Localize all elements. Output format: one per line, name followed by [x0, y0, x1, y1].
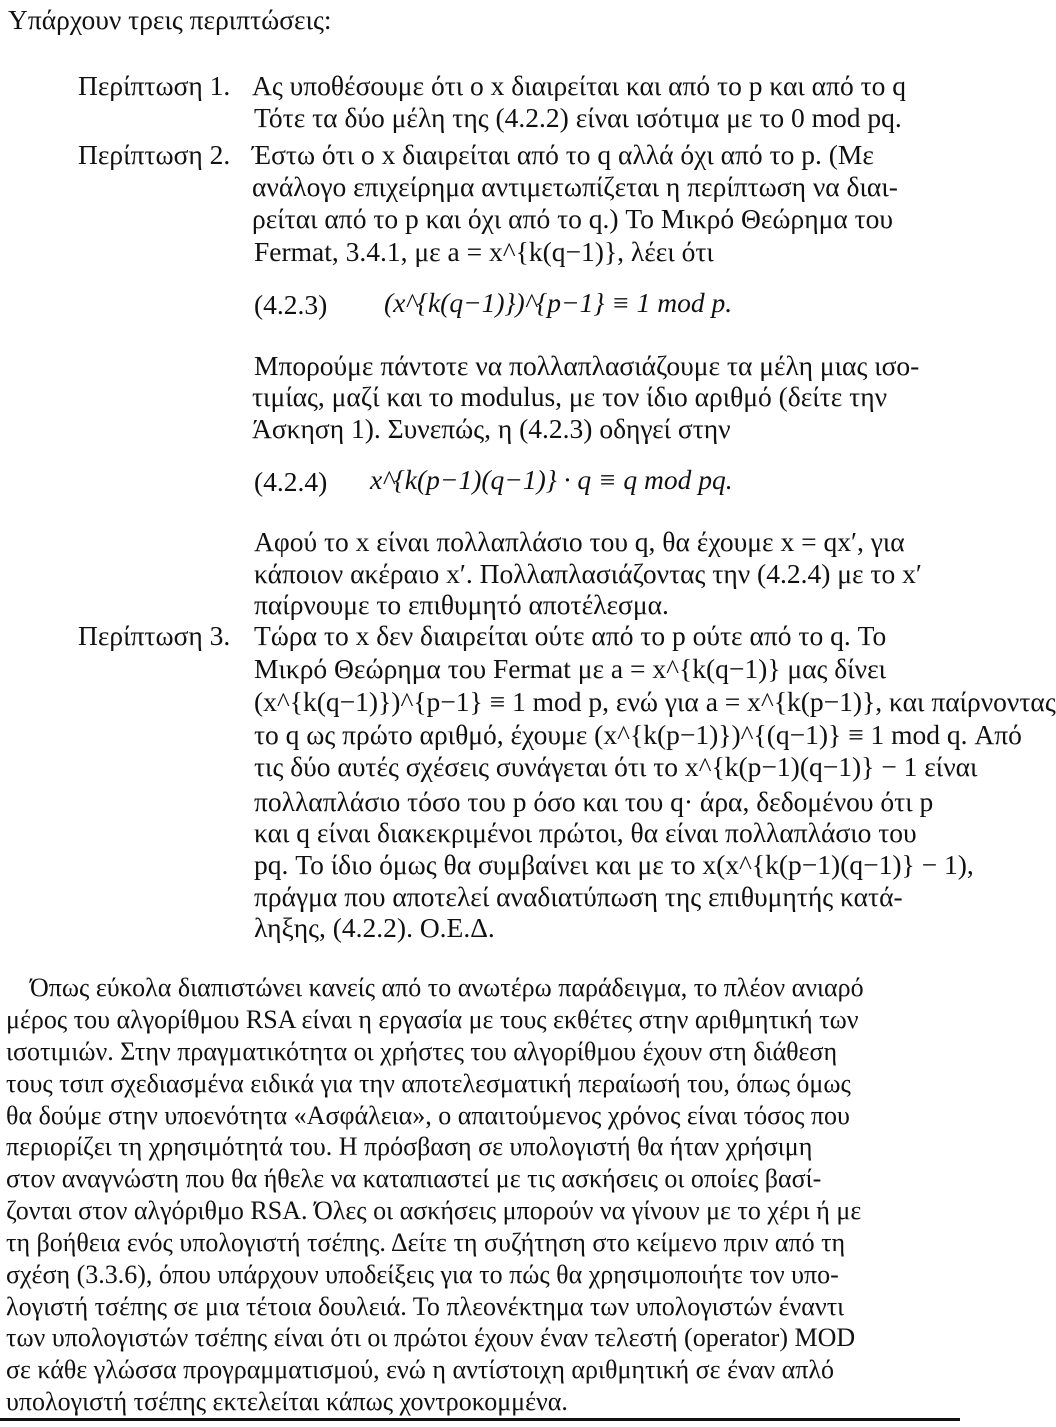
case-1-line: Τότε τα δύο μέλη της (4.2.2) είναι ισότιμα με το 0 mod pq.	[254, 102, 902, 133]
case-3-line: πολλαπλάσιο τόσο του p όσο και του q· άρα, δεδομένου ότι p	[254, 786, 934, 817]
case-2-line: Μπορούμε πάντοτε να πολλαπλασιάζουμε τα μέλη μιας ισο-	[254, 350, 920, 381]
equation-number: (4.2.4)	[254, 466, 328, 497]
paragraph-line: λογιστή τσέπης σε μια τέτοια δουλειά. Το πλεονέκτημα των υπολογιστών έναντι	[6, 1292, 845, 1321]
case-3-line: pq. Το ίδιο όμως θα συμβαίνει και με το x(x^{k(p−1)(q−1)} − 1),	[254, 849, 974, 880]
case-2-line: κάποιον ακέραιο x′. Πολλαπλασιάζοντας την (4.2.4) με το x′	[254, 558, 922, 589]
case-3-line: (x^{k(q−1)})^{p−1} ≡ 1 mod p, ενώ για a = x^{k(p−1)}, και παίρνοντας	[254, 686, 1056, 717]
equation-4-2-3: (x^{k(q−1)})^{p−1} ≡ 1 mod p.	[384, 287, 733, 318]
case-2-line: Αφού το x είναι πολλαπλάσιο του q, θα έχουμε x = qx′, για	[254, 526, 905, 557]
paragraph-line: θα δούμε στην υποενότητα «Ασφάλεια», ο απαιτούμενος χρόνος είναι τόσος που	[6, 1101, 850, 1130]
paragraph-line: τη βοήθεια ενός υπολογιστή τσέπης. Δείτε τη συζήτηση στο κείμενο πριν από τη	[6, 1228, 846, 1257]
case-2-line: τιμίας, μαζί και το modulus, με τον ίδιο αριθμό (δείτε την	[252, 381, 888, 412]
case-1-label: Περίπτωση 1.	[78, 70, 231, 101]
paragraph-line: ζονται στον αλγόριθμο RSA. Όλες οι ασκήσεις μπορούν να γίνουν με το χέρι ή με	[6, 1196, 862, 1225]
case-3-line: και q είναι διακεκριμένοι πρώτοι, θα είναι πολλαπλάσιο του	[254, 817, 917, 848]
case-3-line: το q ως πρώτο αριθμό, έχουμε (x^{k(p−1)})^{(q−1)} ≡ 1 mod q. Από	[254, 719, 1022, 750]
intro-line: Υπάρχουν τρεις περιπτώσεις:	[8, 4, 332, 35]
case-3-line: τις δύο αυτές σχέσεις συνάγεται ότι το x^{k(p−1)(q−1)} − 1 είναι	[254, 751, 978, 782]
paragraph-line: σε κάθε γλώσσα προγραμματισμού, ενώ η αντίστοιχη αριθμητική σε έναν απλό	[6, 1355, 834, 1384]
paragraph-line: υπολογιστή τσέπης εκτελείται κάπως χοντροκομμένα.	[6, 1387, 568, 1416]
bottom-rule	[0, 1418, 960, 1421]
paragraph-line: μέρος του αλγορίθμου RSA είναι η εργασία με τους εκθέτες στην αριθμητική των	[6, 1005, 859, 1034]
equation-4-2-4: x^{k(p−1)(q−1)} · q ≡ q mod pq.	[370, 464, 733, 495]
case-2-line: ανάλογο επιχείρημα αντιμετωπίζεται η περίπτωση να διαι-	[252, 171, 898, 202]
case-3-line: ληξης, (4.2.2). Ο.Ε.Δ.	[254, 912, 495, 943]
case-3-label: Περίπτωση 3.	[78, 620, 231, 651]
paragraph-line: σχέση (3.3.6), όπου υπάρχουν υποδείξεις για το πώς θα χρησιμοποιήτε τον υπο-	[6, 1260, 839, 1289]
equation-number: (4.2.3)	[254, 289, 328, 320]
paragraph-line: περιορίζει τη χρησιμότητά του. Η πρόσβαση σε υπολογιστή θα ήταν χρήσιμη	[6, 1132, 813, 1161]
paragraph-line: των υπολογιστών τσέπης είναι ότι οι πρώτοι έχουν έναν τελεστή (operator) MOD	[6, 1323, 856, 1352]
case-2-line: Άσκηση 1). Συνεπώς, η (4.2.3) οδηγεί στην	[252, 413, 731, 444]
paragraph-line: τους τσιπ σχεδιασμένα ειδικά για την αποτελεσματική περαίωσή του, όπως όμως	[6, 1069, 851, 1098]
case-1-line: Ας υποθέσουμε ότι ο x διαιρείται και από το p και από το q	[252, 70, 906, 101]
case-2-line: Έστω ότι ο x διαιρείται από το q αλλά όχι από το p. (Με	[252, 139, 874, 170]
case-2-line: παίρνουμε το επιθυμητό αποτέλεσμα.	[254, 589, 669, 620]
paragraph-line: στον αναγνώστη που θα ήθελε να καταπιαστεί με τις ασκήσεις οι οποίες βασί-	[6, 1164, 822, 1193]
case-2-label: Περίπτωση 2.	[78, 139, 231, 170]
paragraph-line: Όπως εύκολα διαπιστώνει κανείς από το ανωτέρω παράδειγμα, το πλέον ανιαρό	[30, 973, 864, 1002]
case-3-line: Τώρα το x δεν διαιρείται ούτε από το p ούτε από το q. Το	[254, 620, 887, 651]
case-2-line: ρείται από το p και όχι από το q.) Το Μικρό Θεώρημα του	[252, 203, 894, 234]
case-3-line: πράγμα που αποτελεί αναδιατύπωση της επιθυμητής κατά-	[254, 881, 903, 912]
paragraph-line: ισοτιμιών. Στην πραγματικότητα οι χρήστες του αλγορίθμου έχουν στη διάθεση	[6, 1037, 838, 1066]
case-2-line: Fermat, 3.4.1, με a = x^{k(q−1)}, λέει ότι	[254, 236, 714, 267]
case-3-line: Μικρό Θεώρημα του Fermat με a = x^{k(q−1)} μας δίνει	[254, 653, 887, 684]
